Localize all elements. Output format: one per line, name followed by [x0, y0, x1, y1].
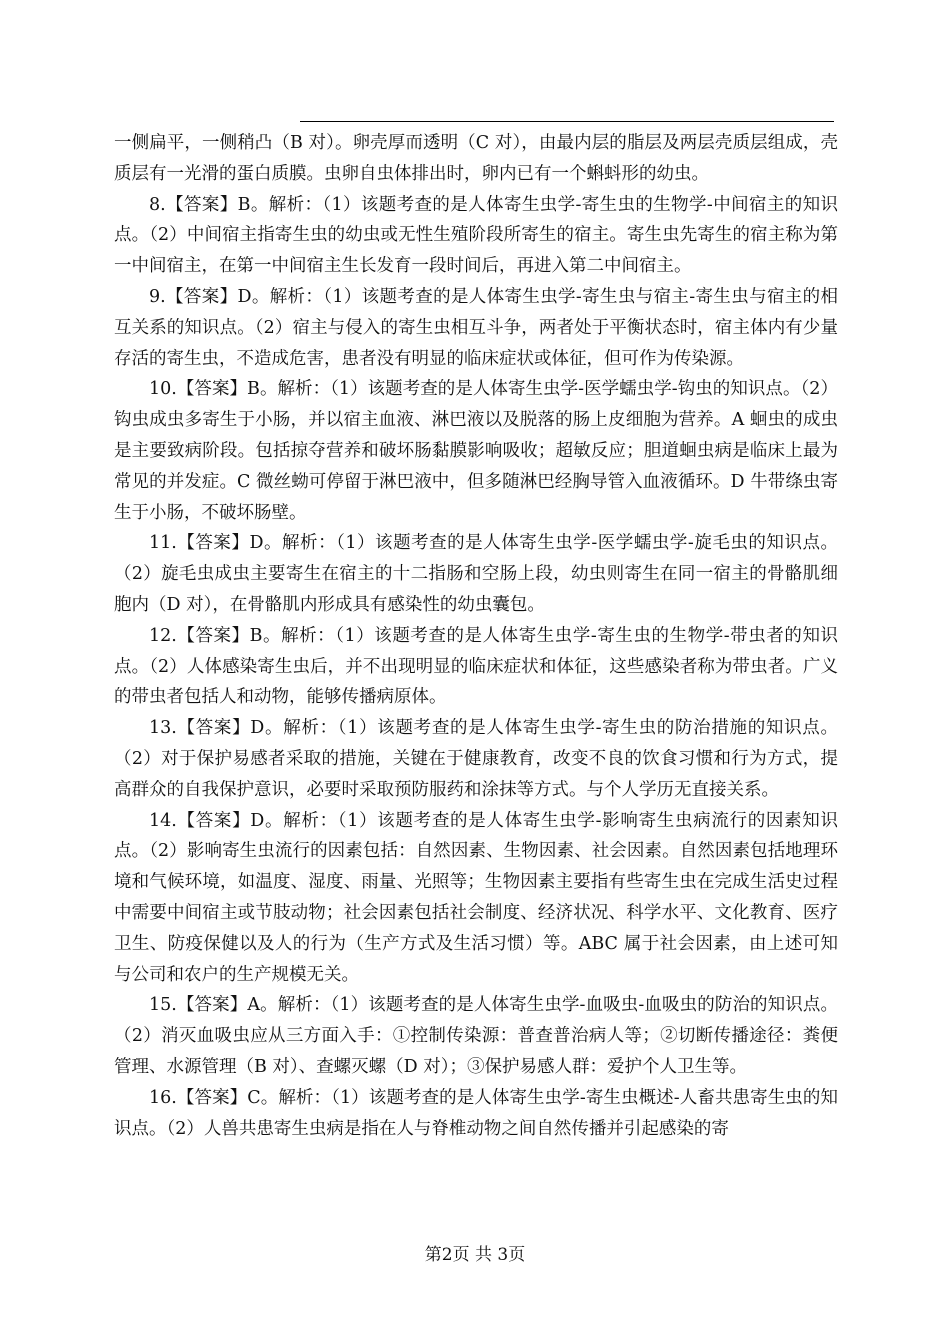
paragraph-q14: 14.【答案】D。解析：（1）该题考查的是人体寄生虫学-影响寄生虫病流行的因素知识点。（2）影响寄生虫流行的因素包括：自然因素、生物因素、社会因素。自然因素包括地理环境和气候环境，如温度、湿度、雨量、光照等；生物因素主要指有些寄生虫在完成生活史过程中需要中间宿主或节肢动物；社会因素包括社会制度、经济状况、科学水平、文化教育、医疗卫生、防疫保健以及人的行为（生产方式及生活习惯）等。ABC 属于社会因素，由上述可知与公司和农户的生产规模无关。 [114, 810, 838, 985]
page-footer: 第2页 共 3页 [424, 1245, 526, 1265]
answer-explanations [114, 128, 838, 1144]
paragraph-q11: 11.【答案】D。解析：（1）该题考查的是人体寄生虫学-医学蠕虫学-旋毛虫的知识点。（2）旋毛虫成虫主要寄生在宿主的十二指肠和空肠上段，幼虫则寄生在同一宿主的骨骼肌细胞内（D 对），在骨骼肌内形成具有感染性的幼虫囊包。 [114, 533, 838, 615]
paragraph-q12: 12.【答案】B。解析：（1）该题考查的是人体寄生虫学-寄生虫的生物学-带虫者的知识点。（2）人体感染寄生虫后，并不出现明显的临床症状和体征，这些感染者称为带虫者。广义的带虫者包括人和动物，能够传播病原体。 [114, 625, 838, 708]
paragraph-q7-continuation: 一侧扁平，一侧稍凸（B 对）。卵壳厚而透明（C 对），由最内层的脂层及两层壳质层组成，壳质层有一光滑的蛋白质膜。虫卵自虫体排出时，卵内已有一个蝌蚪形的幼虫。 [114, 133, 838, 184]
paragraph-q10: 10.【答案】B。解析：（1）该题考查的是人体寄生虫学-医学蠕虫学-钩虫的知识点。（2）钩虫成虫多寄生于小肠，并以宿主血液、淋巴液以及脱落的肠上皮细胞为营养。A 蛔虫的成虫是主要致病阶段。包括掠夺营养和破坏肠黏膜影响吸收；超敏反应；胆道蛔虫病是临床上最为常见的并发症。C 微丝蚴可停留于淋巴液中，但多随淋巴经胸导管入血液循环。D 牛带绦虫寄生于小肠，不破坏肠壁。 [114, 379, 838, 523]
paragraph-q13: 13.【答案】D。解析：（1）该题考查的是人体寄生虫学-寄生虫的防治措施的知识点。（2）对于保护易感者采取的措施，关键在于健康教育，改变不良的饮食习惯和行为方式，提高群众的自我保护意识，必要时采取预防服药和涂抹等方式。与个人学历无直接关系。 [114, 718, 838, 800]
paragraph-q8: 8.【答案】B。解析：（1）该题考查的是人体寄生虫学-寄生虫的生物学-中间宿主的知识点。（2）中间宿主指寄生虫的幼虫或无性生殖阶段所寄生的宿主。寄生虫先寄生的宿主称为第一中间宿主，在第一中间宿主生长发育一段时间后，再进入第二中间宿主。 [114, 194, 838, 277]
paragraph-q16: 16.【答案】C。解析：（1）该题考查的是人体寄生虫学-寄生虫概述-人畜共患寄生虫的知识点。（2）人兽共患寄生虫病是指在人与脊椎动物之间自然传播并引起感染的寄 [114, 1087, 838, 1139]
paragraph-q15: 15.【答案】A。解析：（1）该题考查的是人体寄生虫学-血吸虫-血吸虫的防治的知识点。（2）消灭血吸虫应从三方面入手：①控制传染源：普查普治病人等；②切断传播途径：粪便管理、水源管理（B 对）、查螺灭螺（D 对）；③保护易感人群：爱护个人卫生等。 [114, 995, 838, 1077]
paragraph-q9: 9.【答案】D。解析：（1）该题考查的是人体寄生虫学-寄生虫与宿主-寄生虫与宿主的相互关系的知识点。（2）宿主与侵入的寄生虫相互斗争，两者处于平衡状态时，宿主体内有少量存活的寄生虫，不造成危害，患者没有明显的临床症状或体征，但可作为传染源。 [114, 286, 838, 369]
header-rule [300, 121, 834, 122]
